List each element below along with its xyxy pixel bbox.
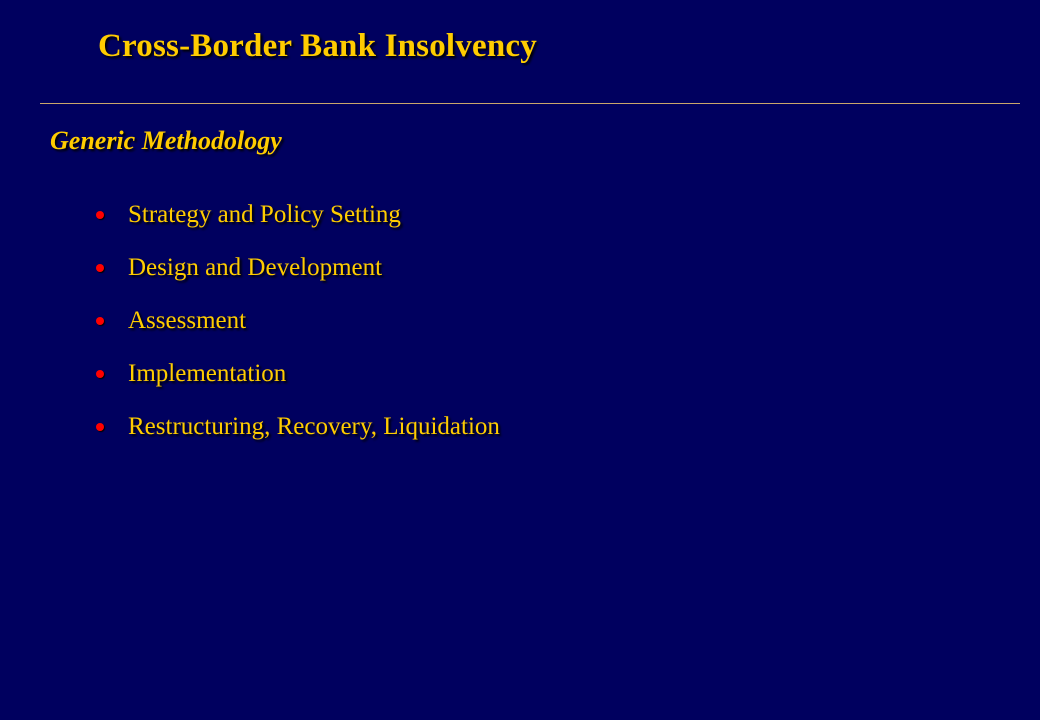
slide-subtitle: Generic Methodology [50, 126, 282, 155]
bullet-text: Assessment [128, 306, 247, 334]
bullet-dot-icon [96, 423, 104, 431]
bullet-text: Implementation [128, 359, 287, 387]
bullet-item [92, 188, 500, 241]
bullet-item [92, 347, 500, 400]
bullet-dot-icon [96, 370, 104, 378]
title-divider [40, 103, 1020, 104]
bullet-text: Strategy and Policy Setting [128, 200, 401, 228]
bullet-item [92, 400, 500, 453]
bullet-text: Design and Development [128, 253, 383, 281]
bullet-dot-icon [96, 264, 104, 272]
slide-title: Cross-Border Bank Insolvency [98, 28, 537, 64]
bullet-item [92, 241, 500, 294]
bullet-item [92, 294, 500, 347]
bullet-text: Restructuring, Recovery, Liquidation [128, 412, 500, 440]
bullet-dot-icon [96, 211, 104, 219]
bullet-dot-icon [96, 317, 104, 325]
bullet-list [92, 188, 500, 453]
